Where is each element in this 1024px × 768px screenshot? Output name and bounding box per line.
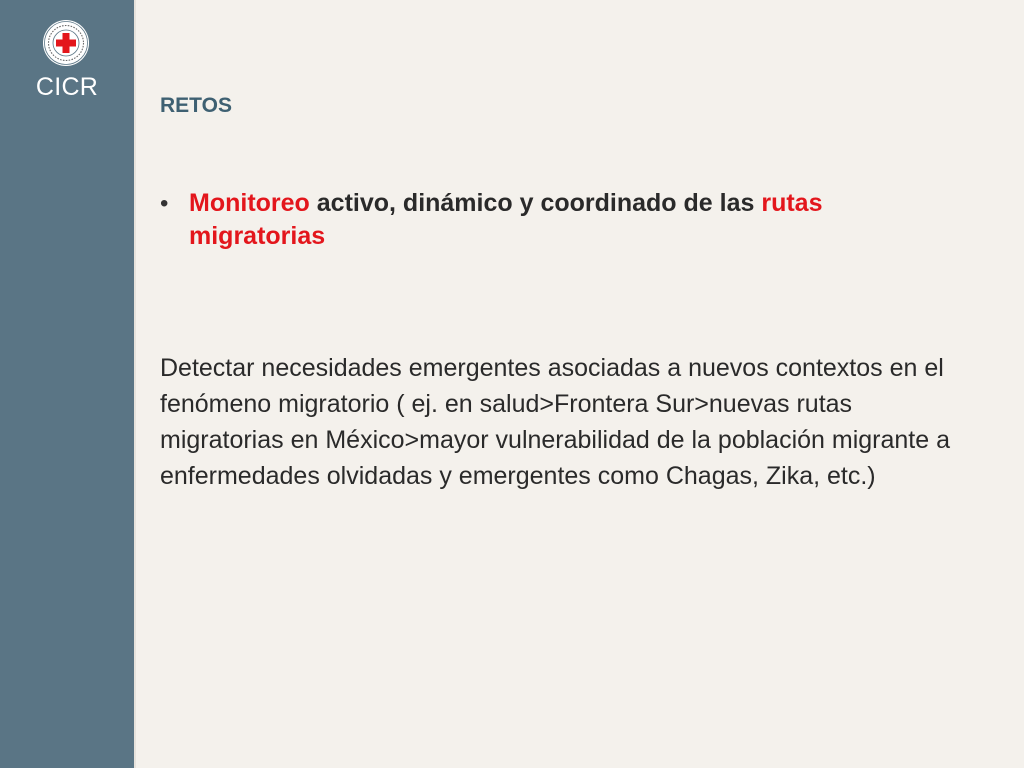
bullet-marker: •	[160, 190, 169, 217]
body-paragraph: Detectar necesidades emergentes asociadas a nuevos contextos en el fenómeno migratorio ( ej. en salud>Frontera Sur>nuevas rutas migratorias en México>mayor vulnerabilidad de la población migrante a enfermedades olvidadas y emergentes como Chagas, Zika, etc.)	[160, 354, 951, 490]
bullet-highlight-rutas: rutas migratorias	[189, 189, 823, 250]
sidebar-divider	[134, 0, 136, 768]
bullet-highlight-monitoreo: Monitoreo	[189, 189, 310, 217]
slide-title: RETOS	[160, 94, 232, 117]
organization-name: CICR	[35, 73, 99, 101]
bullet-text	[189, 187, 959, 253]
bullet-body: activo, dinámico y coordinado de las	[309, 189, 762, 217]
bullet-item	[160, 187, 980, 253]
sidebar-panel	[0, 0, 134, 768]
red-cross-emblem-icon	[42, 19, 90, 67]
